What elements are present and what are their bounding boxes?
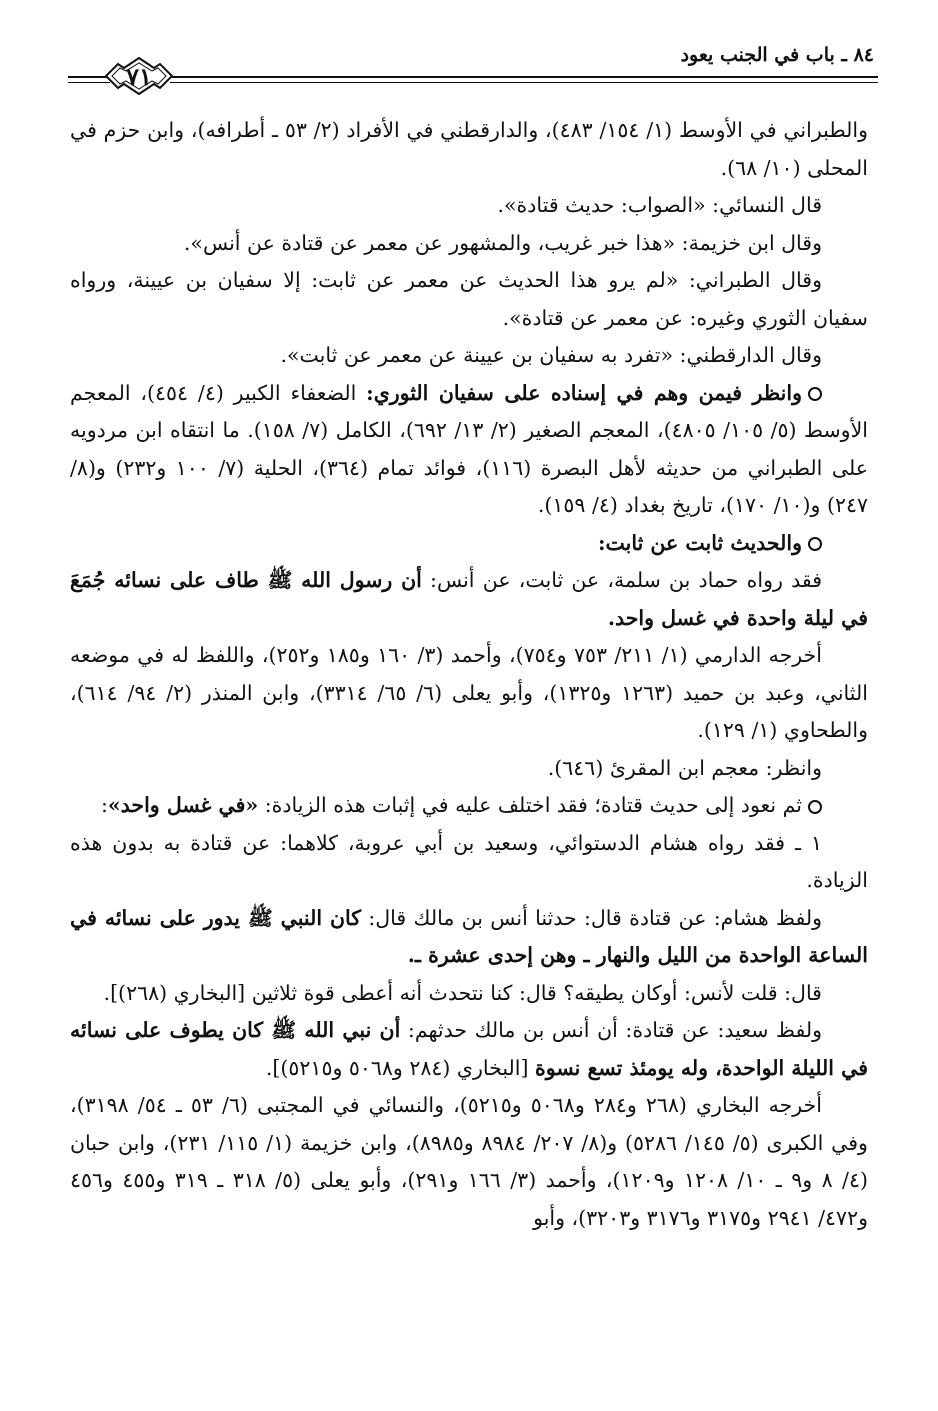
- bold-text: والحديث ثابت عن ثابت:: [597, 530, 802, 555]
- paragraph: [70, 900, 868, 975]
- text: وانظر: معجم ابن المقرئ (٦٤٦).: [547, 755, 822, 780]
- text: والطبراني في الأوسط (١/ ١٥٤/ ٤٨٣)، والدارقطني في الأفراد (٢/ ٥٣ ـ أطرافه)، وابن حزم في المحلى (١٠/ ٦٨).: [70, 118, 868, 180]
- paragraph: [70, 975, 868, 1013]
- text: وقال ابن خزيمة: «هذا خبر غريب، والمشهور عن معمر عن قتادة عن أنس».: [183, 230, 822, 255]
- paragraph: [70, 1012, 868, 1087]
- body-text: [70, 112, 868, 1237]
- text: الضعفاء الكبير (٤/ ٤٥٤)، المعجم الأوسط (٥/ ١٠٥/ ٤٨٠٥)، المعجم الصغير (٢/ ١٣/ ٦٩٢)، الكامل (٧/ ١٥٨). ما انتقاه ابن مردويه على الطبراني من حديثه لأهل البصرة (١١٦)، فوائد تمام (٣٦٤)، الحلية (٧/ ١٠٠ و٢٣٢) و(٨/ ٢٤٧) و(١٠/ ١٧٠)، تاريخ بغداد (٤/ ١٥٩).: [70, 380, 868, 517]
- bold-text: «في غسل واحد»: [107, 793, 259, 817]
- text: ثم نعود إلى حديث قتادة؛ فقد اختلف عليه في إثبات هذه الزيادة:: [258, 793, 802, 817]
- text: :: [100, 793, 108, 817]
- section-marker-icon: [808, 800, 822, 814]
- text: ١ ـ فقد رواه هشام الدستوائي، وسعيد بن أبي عروبة، كلاهما: عن قتادة به بدون هذه الزيادة.: [70, 830, 868, 892]
- bold-text: كان النبي ﷺ يدور على نسائه في الساعة الواحدة من الليل والنهار ـ وهن إحدى عشرة ـ.: [70, 905, 868, 967]
- bold-text: وانظر فيمن وهم في إسناده على سفيان الثوري:: [366, 380, 802, 405]
- text: وقال الطبراني: «لم يرو هذا الحديث عن معمر عن ثابت: إلا سفيان بن عيينة، ورواه سفيان الثوري وغيره: عن معمر عن قتادة».: [70, 268, 868, 330]
- text: وقال الدارقطني: «تفرد به سفيان بن عيينة عن معمر عن ثابت».: [280, 343, 822, 367]
- text: [البخاري (٢٨٤ و٥٠٦٨ و٥٢١٥)].: [265, 1055, 535, 1080]
- text: قال النسائي: «الصواب: حديث قتادة».: [497, 193, 822, 217]
- text: فقد رواه حماد بن سلمة، عن ثابت، عن أنس:: [421, 568, 823, 592]
- text: أخرجه الدارمي (١/ ٢١١/ ٧٥٣ و٧٥٤)، وأحمد (٣/ ١٦٠ و١٨٥ و٢٥٢)، واللفظ له في موضعه الثاني، وعبد بن حميد (١٢٦٣ و١٣٢٥)، وأبو يعلى (٦/ ٦٥/ ٣٣١٤)، وابن المنذر (٢/ ٩٤/ ٦١٤)، والطحاوي (١/ ١٢٩).: [70, 643, 868, 742]
- page-header: [60, 38, 878, 102]
- bold-text: أن نبي الله ﷺ كان يطوف على نسائه في الليلة الواحدة، وله يومئذ تسع نسوة: [70, 1018, 868, 1080]
- paragraph: [70, 375, 868, 525]
- paragraph: [70, 637, 868, 750]
- page-number: ٧١: [126, 62, 152, 91]
- paragraph: [70, 825, 868, 900]
- text: ولفظ هشام: عن قتادة قال: حدثنا أنس بن مالك قال:: [361, 905, 822, 930]
- page-number-badge: [104, 56, 174, 96]
- paragraph: [70, 262, 868, 337]
- paragraph: [70, 750, 868, 788]
- section-marker-icon: [808, 387, 822, 401]
- header-rule: [170, 76, 878, 83]
- paragraph: [70, 787, 868, 825]
- bold-text: أن رسول الله ﷺ طاف على نسائه جُمَعَ في ليلة واحدة في غسل واحد.: [70, 568, 868, 630]
- paragraph: [70, 562, 868, 637]
- text: قال: قلت لأنس: أوكان يطيقه؟ قال: كنا نتحدث أنه أعطى قوة ثلاثين [البخاري (٢٦٨)].: [103, 980, 822, 1005]
- paragraph: [70, 225, 868, 263]
- paragraph: [70, 112, 868, 187]
- section-marker-icon: [808, 537, 822, 551]
- paragraph: [70, 1087, 868, 1237]
- paragraph: [70, 337, 868, 375]
- chapter-title: ٨٤ ـ باب في الجنب يعود: [680, 44, 874, 66]
- text: ولفظ سعيد: عن قتادة: أن أنس بن مالك حدثهم:: [400, 1018, 823, 1042]
- paragraph: [70, 187, 868, 225]
- text: أخرجه البخاري (٢٦٨ و٢٨٤ و٥٠٦٨ و٥٢١٥)، والنسائي في المجتبى (٦/ ٥٣ ـ ٥٤/ ٣١٩٨)، وفي الكبرى (٥/ ١٤٥/ ٥٢٨٦) و(٨/ ٢٠٧/ ٨٩٨٤ و٨٩٨٥)، وابن خزيمة (١/ ١١٥/ ٢٣١)، وابن حبان (٤/ ٨ و٩ ـ ١٠/ ١٢٠٨ و١٢٠٩)، وأحمد (٣/ ١٦٦ و٢٩١)، وأبو يعلى (٥/ ٣١٨ ـ ٣١٩ و٤٥٥ و٤٥٦ و٤٧٢/ ٢٩٤١ و٣١٧٥ و٣١٧٦ و٣٢٠٣)، وأبو: [70, 1093, 868, 1230]
- paragraph: [70, 525, 868, 563]
